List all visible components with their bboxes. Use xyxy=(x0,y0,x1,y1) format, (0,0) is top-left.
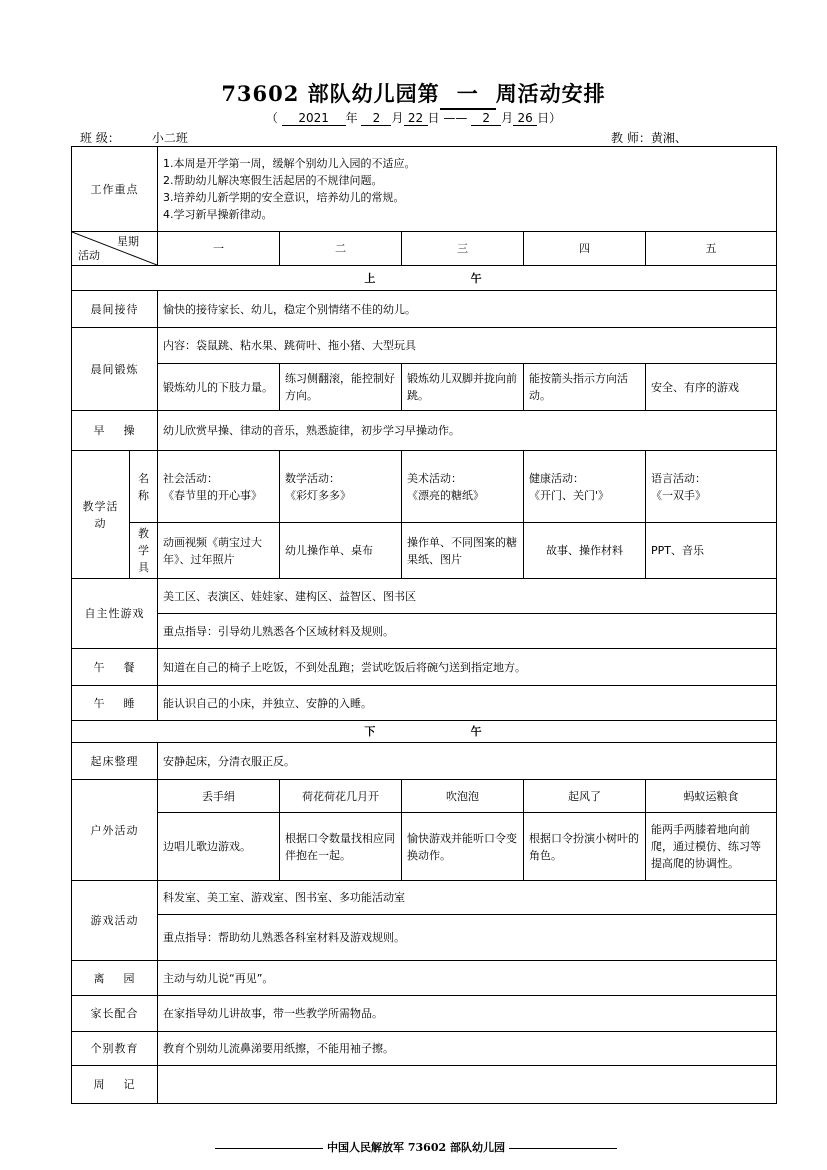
teaching-title: 《漂亮的糖纸》 xyxy=(407,488,484,502)
header-activity-label: 活动 xyxy=(78,249,100,262)
teaching-type: 数学活动： xyxy=(285,471,340,485)
header-diagonal-cell xyxy=(72,232,158,266)
teaching-name-cell xyxy=(280,451,402,523)
outdoor-game: 荷花荷花几月开 xyxy=(280,780,402,813)
teaching-title: 《开门、关门'》 xyxy=(529,488,610,502)
teaching-label: 教学活动 xyxy=(72,451,130,579)
header-week-label: 星期 xyxy=(117,235,139,248)
outdoor-goal: 根据口令数量找相应同伴抱在一起。 xyxy=(280,813,402,881)
work-focus-content xyxy=(158,147,777,232)
leave-text: 主动与幼儿说“再见”。 xyxy=(158,961,777,996)
section-afternoon: 下 午 xyxy=(72,721,777,743)
exercise-goal: 锻炼幼儿的下肢力量。 xyxy=(158,364,280,411)
teacher-label: 教 师： xyxy=(611,131,651,145)
exercise-label: 晨间锻炼 xyxy=(72,328,158,411)
outdoor-goal: 愉快游戏并能听口令变换动作。 xyxy=(402,813,524,881)
schedule-table xyxy=(71,146,777,1104)
page-title xyxy=(0,78,827,110)
teaching-name-cell xyxy=(158,451,280,523)
exercise-content: 内容：袋鼠跳、粘水果、跳荷叶、拖小猪、大型玩具 xyxy=(158,328,777,364)
day-header: 三 xyxy=(402,232,524,266)
day-header: 二 xyxy=(280,232,402,266)
reception-label: 晨间接待 xyxy=(72,291,158,328)
outdoor-game: 丢手绢 xyxy=(158,780,280,813)
individual-text: 教育个别幼儿流鼻涕要用纸擦，不能用袖子擦。 xyxy=(158,1032,777,1066)
outdoor-goal: 根据口令扮演小树叶的角色。 xyxy=(524,813,646,881)
teaching-type: 健康活动： xyxy=(529,471,584,485)
day-header: 一 xyxy=(158,232,280,266)
teaching-title: 《一双手》 xyxy=(651,488,706,502)
day-header: 五 xyxy=(646,232,777,266)
reception-text: 愉快的接待家长、幼儿，稳定个别情绪不佳的幼儿。 xyxy=(158,291,777,328)
class-label: 班 级： xyxy=(80,131,120,145)
teaching-name-cell xyxy=(524,451,646,523)
parents-label: 家长配合 xyxy=(72,996,158,1032)
footer-text: 中国人民解放军 73602 部队幼儿园 xyxy=(327,1141,505,1154)
teaching-tool: 幼儿操作单、桌布 xyxy=(280,523,402,579)
teaching-type: 语言活动： xyxy=(651,471,706,485)
title-suffix: 周活动安排 xyxy=(495,81,606,106)
class-info xyxy=(80,129,220,147)
exercise-goal: 安全、有序的游戏 xyxy=(646,364,777,411)
game-rooms: 科发室、美工室、游戏室、图书室、多功能活动室 xyxy=(158,881,777,915)
date-day-start: 22 xyxy=(404,111,428,126)
day-header: 四 xyxy=(524,232,646,266)
work-focus-item: 2.帮助幼儿解决寒假生活起居的不规律问题。 xyxy=(163,174,383,187)
leave-label: 离 园 xyxy=(72,961,158,996)
teaching-tool: 操作单、不同图案的糖果纸、图片 xyxy=(402,523,524,579)
teaching-tool: 故事、操作材料 xyxy=(524,523,646,579)
teacher-value: 黄湘、 xyxy=(651,129,761,147)
teaching-type: 美术活动： xyxy=(407,471,462,485)
date-day-end: 26 xyxy=(513,111,537,126)
outdoor-goal: 边唱儿歌边游戏。 xyxy=(158,813,280,881)
game-label: 游戏活动 xyxy=(72,881,158,961)
work-focus-item: 3.培养幼儿新学期的安全意识，培养幼儿的常规。 xyxy=(163,191,405,204)
date-month-end: 2 xyxy=(471,111,501,126)
title-prefix: 73602 部队幼儿园第 xyxy=(221,81,440,106)
row-work-focus xyxy=(72,147,777,232)
morning-exercise-text: 幼儿欣赏早操、律动的音乐，熟悉旋律，初步学习早操动作。 xyxy=(158,411,777,451)
teaching-title: 《春节里的开心事》 xyxy=(163,488,262,502)
row-header xyxy=(72,232,777,266)
date-range: （ 2021 年 2 月 22 日 —— 2 月 26 日） xyxy=(265,111,562,125)
work-focus-item: 1.本周是开学第一周，缓解个别幼儿入园的不适应。 xyxy=(163,157,416,170)
class-value: 小二班 xyxy=(120,129,220,147)
morning-exercise-label: 早 操 xyxy=(72,411,158,451)
footer-rule-left xyxy=(215,1148,323,1149)
exercise-goal: 练习侧翻滚，能控制好方向。 xyxy=(280,364,402,411)
teacher-info xyxy=(611,129,761,147)
outdoor-game: 吹泡泡 xyxy=(402,780,524,813)
title-week: 一 xyxy=(440,78,496,110)
footer xyxy=(196,1139,636,1155)
outdoor-game: 蚂蚁运粮食 xyxy=(646,780,777,813)
lunch-label: 午 餐 xyxy=(72,649,158,686)
exercise-goal: 能按箭头指示方向活动。 xyxy=(524,364,646,411)
work-focus-label: 工作重点 xyxy=(72,147,158,232)
teaching-title: 《彩灯多多》 xyxy=(285,488,351,502)
lunch-text: 知道在自己的椅子上吃饭，不到处乱跑；尝试吃饭后将碗勺送到指定地方。 xyxy=(158,649,777,686)
outdoor-game: 起风了 xyxy=(524,780,646,813)
weekly-text xyxy=(158,1066,777,1104)
teaching-name-label: 名称 xyxy=(130,451,158,523)
nap-label: 午 睡 xyxy=(72,686,158,721)
work-focus-item: 4.学习新早操新律动。 xyxy=(163,208,273,221)
teaching-type: 社会活动： xyxy=(163,471,218,485)
wakeup-text: 安静起床，分清衣服正反。 xyxy=(158,743,777,780)
exercise-goal: 锻炼幼儿双脚并拢向前跳。 xyxy=(402,364,524,411)
outdoor-label: 户外活动 xyxy=(72,780,158,881)
wakeup-label: 起床整理 xyxy=(72,743,158,780)
free-play-guide: 重点指导：引导幼儿熟悉各个区域材料及规则。 xyxy=(158,614,777,649)
nap-text: 能认识自己的小床，并独立、安静的入睡。 xyxy=(158,686,777,721)
section-morning: 上 午 xyxy=(72,266,777,291)
free-play-areas: 美工区、表演区、娃娃家、建构区、益智区、图书区 xyxy=(158,579,777,614)
teaching-name-cell xyxy=(646,451,777,523)
teaching-tool: PPT、音乐 xyxy=(646,523,777,579)
free-play-label: 自主性游戏 xyxy=(72,579,158,649)
teaching-tool-label: 教学具 xyxy=(130,523,158,579)
date-month-start: 2 xyxy=(361,111,391,126)
teaching-name-cell xyxy=(402,451,524,523)
footer-rule-right xyxy=(509,1148,617,1149)
game-guide: 重点指导：帮助幼儿熟悉各科室材料及游戏规则。 xyxy=(158,915,777,961)
individual-label: 个别教育 xyxy=(72,1032,158,1066)
date-year: 2021 xyxy=(282,111,346,126)
teaching-tool: 动画视频《萌宝过大年》、过年照片 xyxy=(158,523,280,579)
outdoor-goal: 能两手两膝着地向前爬，通过模仿、练习等提高爬的协调性。 xyxy=(646,813,777,881)
parents-text: 在家指导幼儿讲故事，带一些教学所需物品。 xyxy=(158,996,777,1032)
weekly-label: 周 记 xyxy=(72,1066,158,1104)
